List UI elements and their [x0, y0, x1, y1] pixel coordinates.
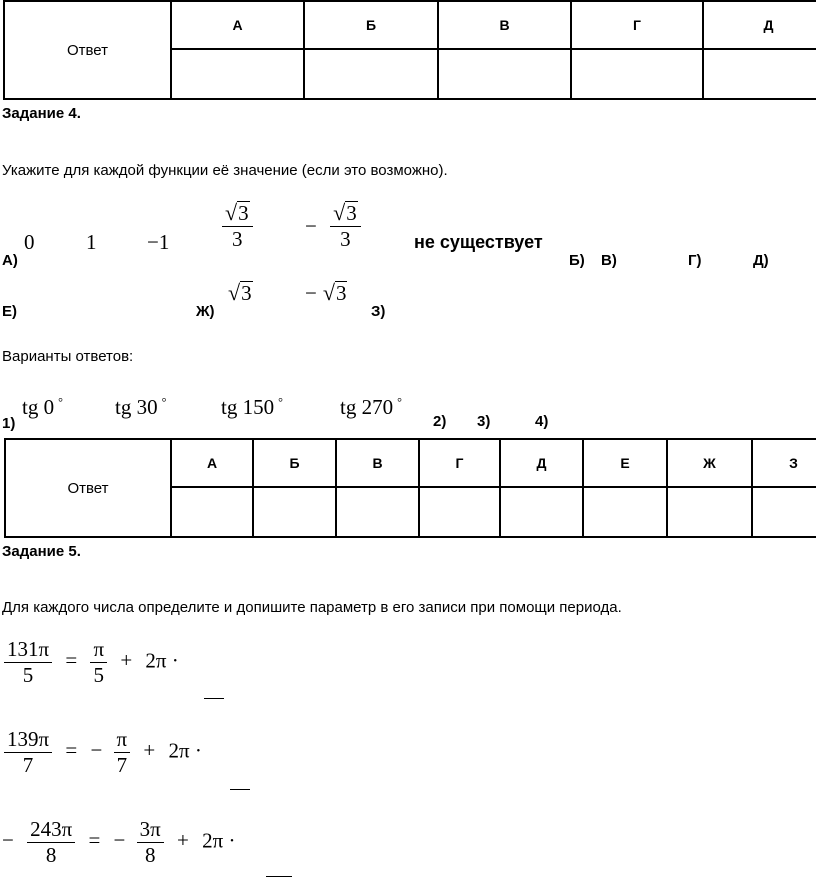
- letter-g: Г): [688, 252, 702, 269]
- answer-cell[interactable]: [667, 487, 752, 537]
- value-zero: 0: [24, 230, 35, 254]
- answer-cell[interactable]: [419, 487, 500, 537]
- value-not-exist: не существует: [414, 232, 543, 252]
- answer-cell[interactable]: [171, 49, 304, 99]
- column-header: Д: [500, 439, 583, 487]
- answer-cell[interactable]: [752, 487, 816, 537]
- column-header: Ж: [667, 439, 752, 487]
- letter-e: Е): [2, 303, 17, 320]
- variant-tg-0: tg 0 °: [22, 395, 63, 419]
- column-header: В: [336, 439, 419, 487]
- variant-tg-30: tg 30 °: [115, 395, 167, 419]
- value-minus-sqrt3-over-3: − √ 3 3: [305, 201, 361, 251]
- column-header: Б: [304, 1, 438, 49]
- answer-row-label: Ответ: [5, 439, 171, 537]
- task-5-title: Задание 5.: [2, 543, 81, 560]
- answer-cell[interactable]: [583, 487, 667, 537]
- value-one: 1: [86, 230, 97, 254]
- column-header: А: [171, 439, 253, 487]
- variant-number-2: 2): [433, 413, 447, 430]
- value-minus-one: −1: [147, 230, 170, 254]
- column-header: А: [171, 1, 304, 49]
- column-header: Б: [253, 439, 336, 487]
- column-header: З: [752, 439, 816, 487]
- equation-2-answer-blank[interactable]: [230, 789, 250, 790]
- variants-label: Варианты ответов:: [2, 348, 134, 365]
- letter-zh: Ж): [196, 303, 215, 320]
- letter-d: Д): [753, 252, 769, 269]
- answer-row-label: Ответ: [4, 1, 171, 99]
- answer-cell[interactable]: [336, 487, 419, 537]
- column-header: Д: [703, 1, 816, 49]
- task-5-instruction: Для каждого числа определите и допишите параметр в его записи при помощи периода.: [2, 599, 622, 616]
- equation-2: $\frac{139\pi}{7}$ = − $\frac{\pi}{7}$ + 2π ·: [4, 728, 202, 777]
- answer-cell[interactable]: [438, 49, 571, 99]
- variant-tg-150: tg 150 °: [221, 395, 283, 419]
- column-header: В: [438, 1, 571, 49]
- answer-cell[interactable]: [253, 487, 336, 537]
- value-minus-sqrt3: − √ 3: [305, 280, 347, 305]
- letter-b: Б): [569, 252, 585, 269]
- answer-cell[interactable]: [171, 487, 253, 537]
- letter-z: З): [371, 303, 386, 320]
- answer-table-1: [3, 0, 816, 100]
- variant-number-1: 1): [2, 415, 16, 432]
- variant-tg-270: tg 270 °: [340, 395, 402, 419]
- value-sqrt3-over-3: √ 3 3: [222, 201, 253, 251]
- column-header: Г: [571, 1, 703, 49]
- equation-1-answer-blank[interactable]: [204, 698, 224, 699]
- equation-1: $\frac{131\pi}{5}$ = $\frac{\pi}{5}$ + 2π ·: [4, 638, 179, 687]
- answer-cell[interactable]: [703, 49, 816, 99]
- answer-cell[interactable]: [571, 49, 703, 99]
- column-header: Г: [419, 439, 500, 487]
- answer-cell[interactable]: [304, 49, 438, 99]
- letter-a: А): [2, 252, 18, 269]
- answer-table-2: [4, 438, 816, 538]
- equation-3-answer-blank[interactable]: [266, 876, 292, 877]
- variant-number-3: 3): [477, 413, 491, 430]
- variant-number-4: 4): [535, 413, 549, 430]
- task-4-title: Задание 4.: [2, 105, 81, 122]
- value-sqrt3: √ 3: [228, 280, 252, 305]
- equation-3: − $\frac{243\pi}{8}$ = − $\frac{3\pi}{8}$ + 2π ·: [2, 817, 236, 868]
- letter-v: В): [601, 252, 617, 269]
- column-header: Е: [583, 439, 667, 487]
- answer-cell[interactable]: [500, 487, 583, 537]
- task-4-instruction: Укажите для каждой функции её значение (если это возможно).: [2, 162, 448, 179]
